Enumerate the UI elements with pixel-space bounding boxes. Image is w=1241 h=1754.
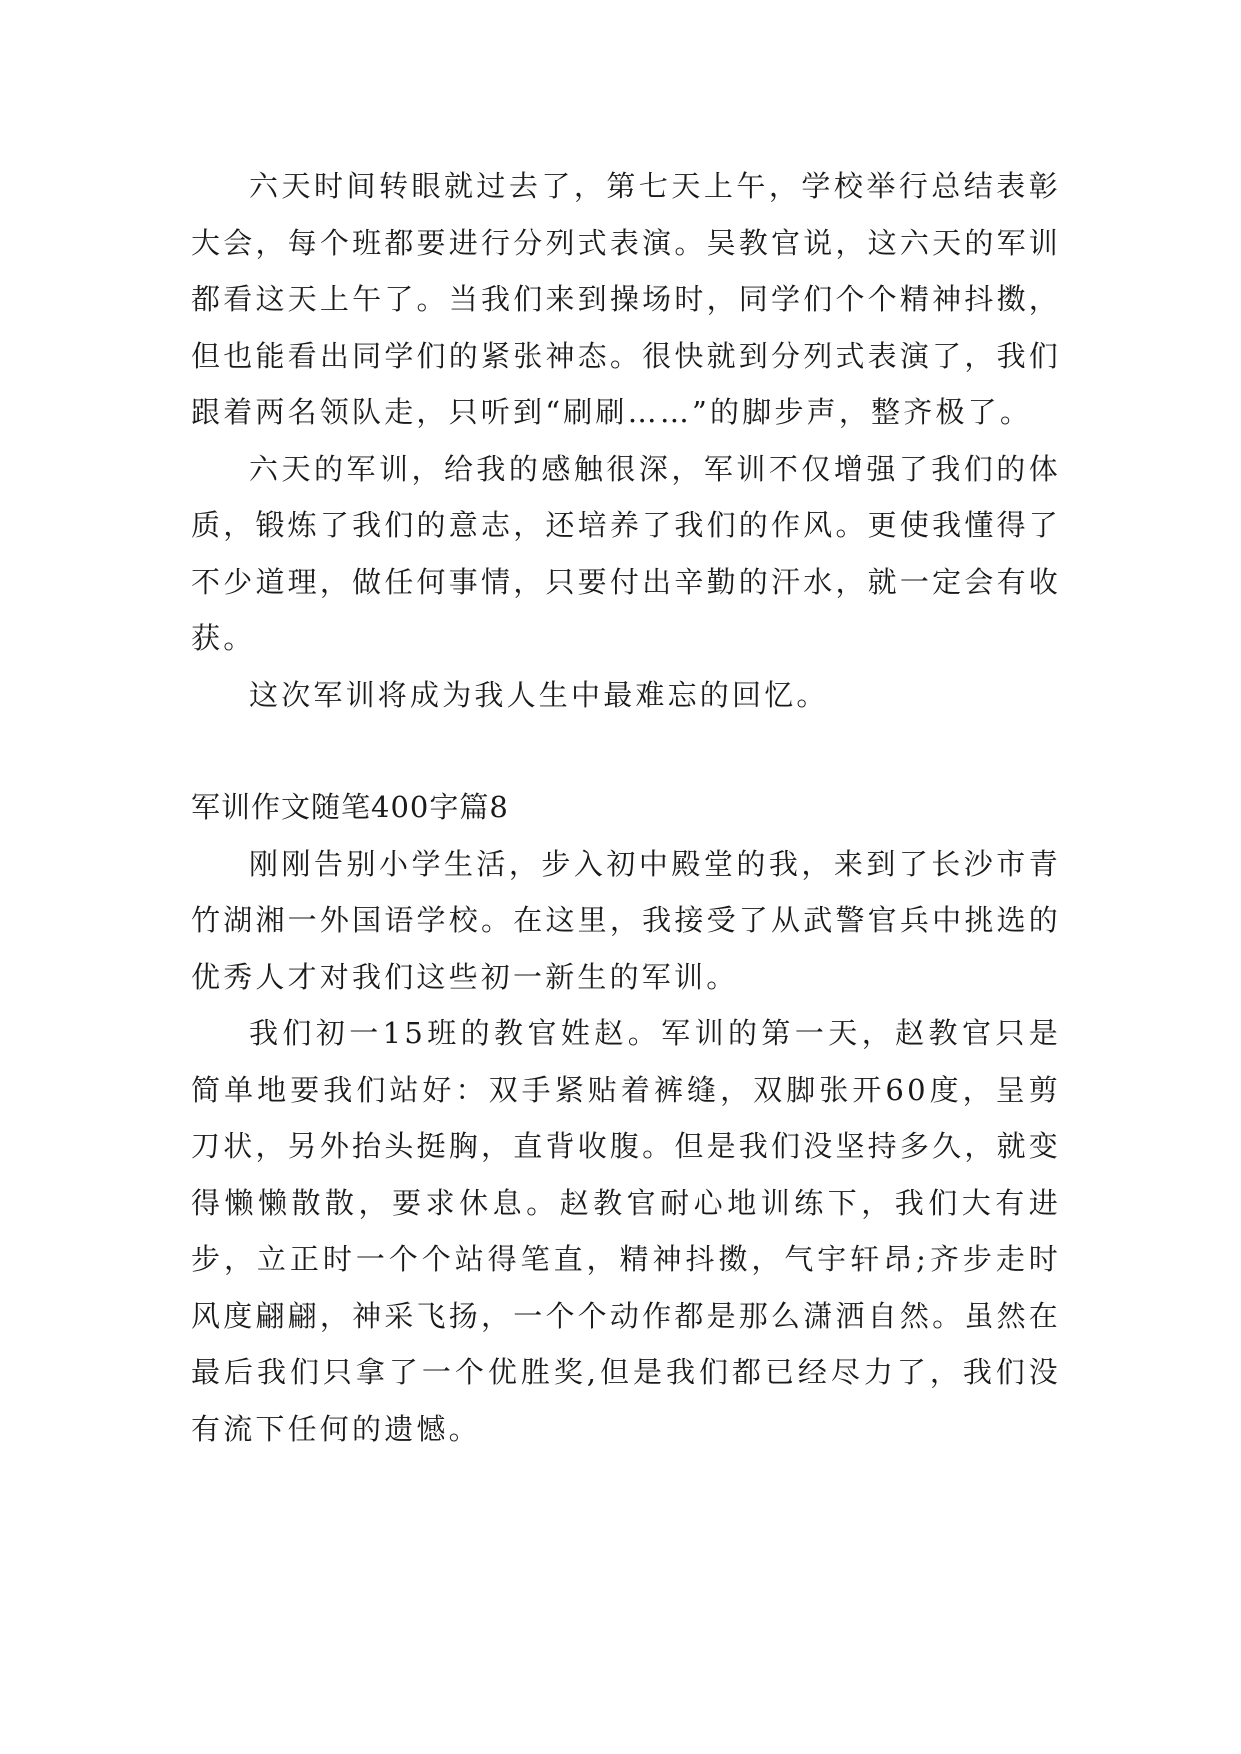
- paragraph: 刚刚告别小学生活，步入初中殿堂的我，来到了长沙市青竹湖湘一外国语学校。在这里，我接受了从武警官兵中挑选的优秀人才对我们这些初一新生的军训。: [191, 846, 1061, 994]
- paragraph: 我们初一15班的教官姓赵。军训的第一天，赵教官只是简单地要我们站好：双手紧贴着裤缝，双脚张开60度，呈剪刀状，另外抬头挺胸，直背收腹。但是我们没坚持多久，就变得懒懒散散，要求休息。赵教官耐心地训练下，我们大有进步，立正时一个个站得笔直，精神抖擞，气宇轩昂;齐步走时风度翩翩，神采飞扬，一个个动作都是那么潇洒自然。虽然在最后我们只拿了一个优胜奖,但是我们都已经尽力了，我们没有流下任何的遗憾。: [191, 1016, 1061, 1446]
- paragraph: 六天时间转眼就过去了，第七天上午，学校举行总结表彰大会，每个班都要进行分列式表演。吴教官说，这六天的军训都看这天上午了。当我们来到操场时，同学们个个精神抖擞，但也能看出同学们的紧张神态。很快就到分列式表演了，我们跟着两名领队走，只听到“刷刷……”的脚步声，整齐极了。: [191, 169, 1061, 429]
- document-body: [191, 158, 1061, 1457]
- paragraph: 六天的军训，给我的感触很深，军训不仅增强了我们的体质，锻炼了我们的意志，还培养了我们的作风。更使我懂得了不少道理，做任何事情，只要付出辛勤的汗水，就一定会有收获。: [191, 451, 1061, 655]
- section-heading: 军训作文随笔400字篇8: [191, 790, 509, 824]
- paragraph: 这次军训将成为我人生中最难忘的回忆。: [249, 677, 829, 712]
